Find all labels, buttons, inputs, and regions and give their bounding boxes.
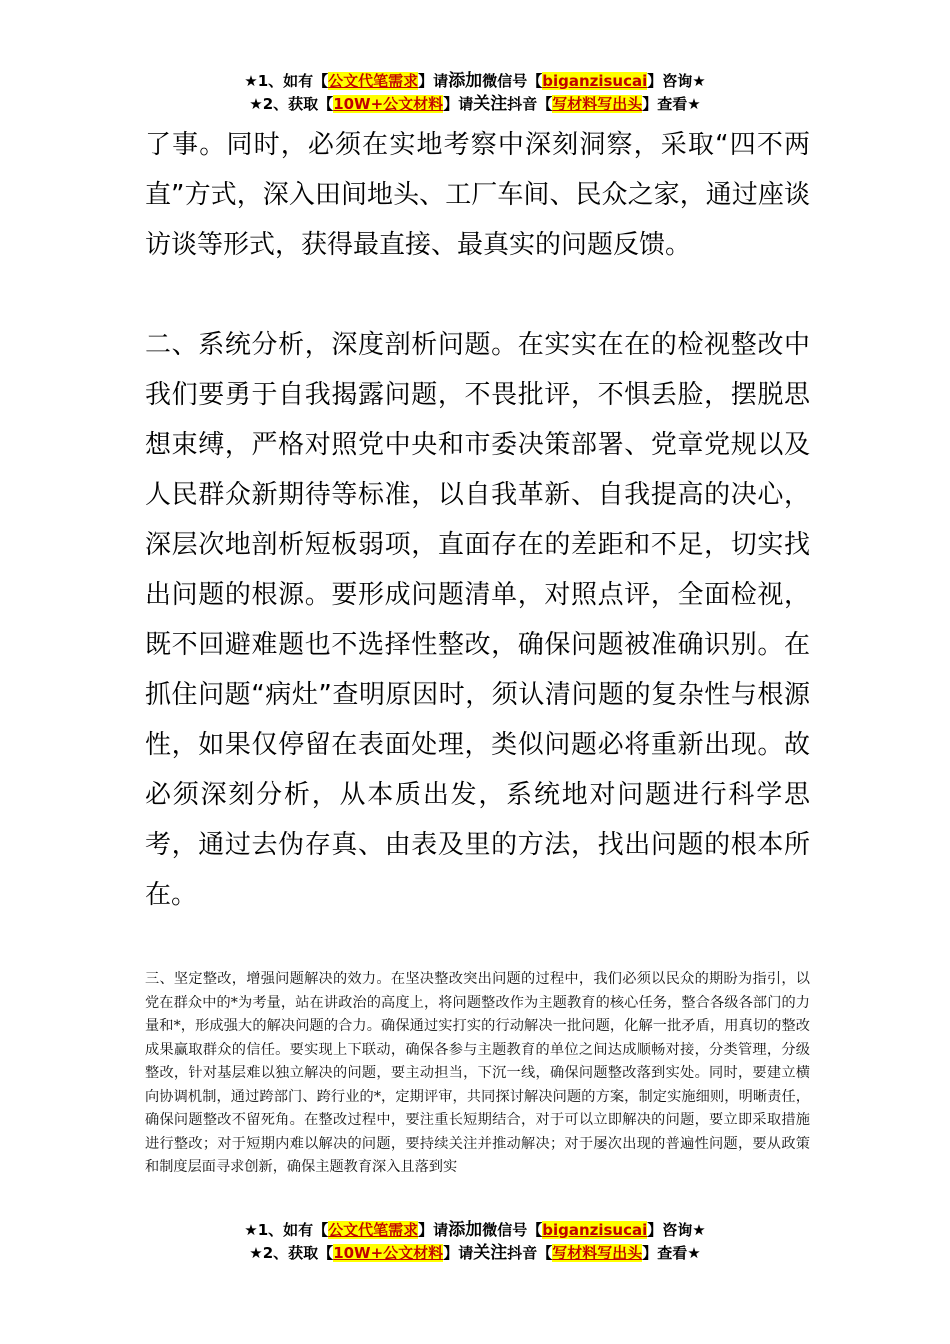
banner-text: 】请 bbox=[418, 72, 449, 90]
banner-douyin-id: 写材料写出头 bbox=[552, 1244, 643, 1262]
banner-highlight: 公文代笔需求 bbox=[328, 72, 419, 90]
document-body-large bbox=[145, 120, 810, 920]
banner-emphasis: 添加 bbox=[448, 1220, 483, 1240]
banner-highlight: 10W+公文材料 bbox=[333, 1244, 444, 1262]
banner-douyin-id: 写材料写出头 bbox=[552, 95, 643, 113]
banner-prefix: ★2、获取【 bbox=[249, 95, 334, 113]
banner-suffix: 】咨询★ bbox=[647, 72, 706, 90]
banner-prefix: ★2、获取【 bbox=[249, 1244, 334, 1262]
banner-text: 抖音【 bbox=[507, 1244, 553, 1262]
banner-highlight: 10W+公文材料 bbox=[333, 95, 444, 113]
banner-prefix: ★1、如有【 bbox=[244, 72, 329, 90]
banner-suffix: 】咨询★ bbox=[647, 1221, 706, 1239]
banner-wechat-id: biganzisucai bbox=[542, 1221, 648, 1239]
promo-banner-bottom-line2 bbox=[0, 1242, 950, 1264]
banner-emphasis: 关注 bbox=[473, 94, 508, 114]
banner-text: 微信号【 bbox=[482, 1221, 543, 1239]
promo-banner-top-line2 bbox=[0, 93, 950, 115]
banner-wechat-id: biganzisucai bbox=[542, 72, 648, 90]
banner-text: 微信号【 bbox=[482, 72, 543, 90]
banner-text: 】请 bbox=[443, 1244, 474, 1262]
banner-suffix: 】查看★ bbox=[642, 95, 701, 113]
banner-emphasis: 添加 bbox=[448, 71, 483, 91]
promo-banner-top-line1 bbox=[0, 70, 950, 92]
paragraph-section-three: 三、坚定整改，增强问题解决的效力。在坚决整改突出问题的过程中，我们必须以民众的期盼为指引，以党在群众中的*为考量，站在讲政治的高度上，将问题整改作为主题教育的核心任务，整合各级各部门的力量和*，形成强大的解决问题的合力。确保通过实打实的行动解决一批问题，化解一批矛盾，用真切的整改成果赢取群众的信任。要实现上下联动，确保各参与主题教育的单位之间达成顺畅对接，分类管理，分级整改，针对基层难以独立解决的问题，要主动担当，下沉一线，确保问题整改落到实处。同时，要建立横向协调机制，通过跨部门、跨行业的*，定期评审，共同探讨解决问题的方案，制定实施细则，明晰责任，确保问题整改不留死角。在整改过程中，要注重长短期结合，对于可以立即解决的问题，要立即采取措施进行整改；对于短期内难以解决的问题，要持续关注并推动解决；对于屡次出现的普遍性问题，要从政策和制度层面寻求创新，确保主题教育深入且落到实 bbox=[145, 971, 810, 1175]
banner-prefix: ★1、如有【 bbox=[244, 1221, 329, 1239]
banner-suffix: 】查看★ bbox=[642, 1244, 701, 1262]
paragraph-section-two: 二、系统分析，深度剖析问题。在实实在在的检视整改中我们要勇于自我揭露问题，不畏批评，不惧丢脸，摆脱思想束缚，严格对照党中央和市委决策部署、党章党规以及人民群众新期待等标准，以自我革新、自我提高的决心，深层次地剖析短板弱项，直面存在的差距和不足，切实找出问题的根源。要形成问题清单，对照点评，全面检视，既不回避难题也不选择性整改，确保问题被准确识别。在抓住问题“病灶”查明原因时，须认清问题的复杂性与根源性，如果仅停留在表面处理，类似问题必将重新出现。故必须深刻分析，从本质出发，系统地对问题进行科学思考，通过去伪存真、由表及里的方法，找出问题的根本所在。 bbox=[145, 330, 810, 910]
banner-emphasis: 关注 bbox=[473, 1243, 508, 1263]
banner-text: 】请 bbox=[418, 1221, 449, 1239]
banner-text: 抖音【 bbox=[507, 95, 553, 113]
paragraph-continued: 了事。同时，必须在实地考察中深刻洞察，采取“四不两直”方式，深入田间地头、工厂车间、民众之家，通过座谈访谈等形式，获得最直接、最真实的问题反馈。 bbox=[145, 130, 810, 260]
banner-text: 】请 bbox=[443, 95, 474, 113]
document-body-small bbox=[145, 968, 810, 1180]
promo-banner-bottom-line1 bbox=[0, 1219, 950, 1241]
banner-highlight: 公文代笔需求 bbox=[328, 1221, 419, 1239]
